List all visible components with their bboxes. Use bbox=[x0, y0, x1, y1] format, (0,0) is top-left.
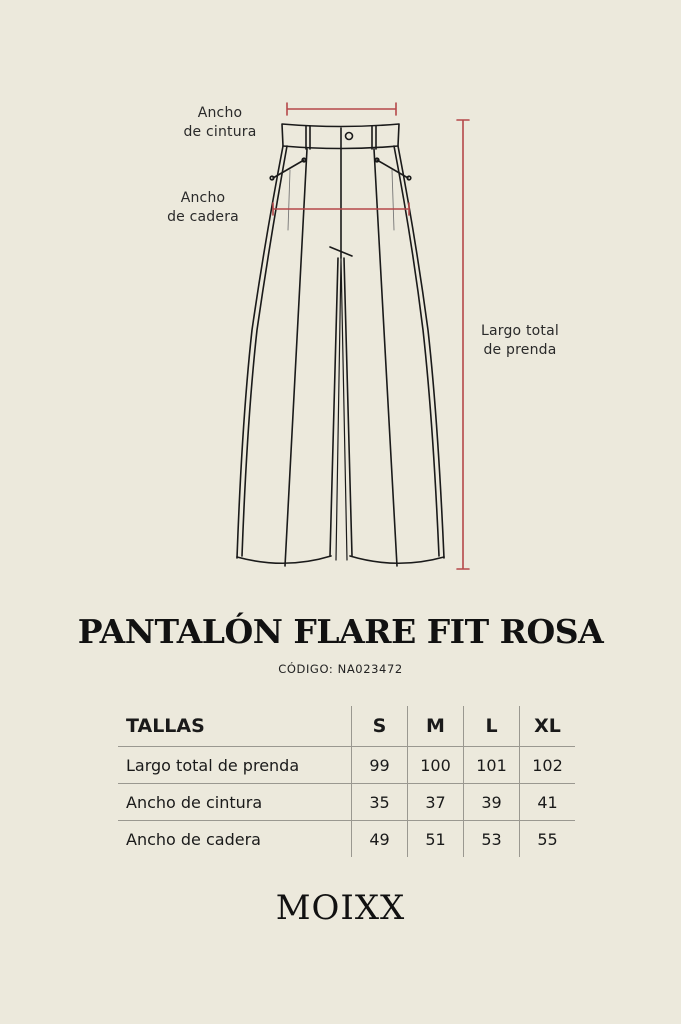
length-label-line1: Largo total bbox=[480, 323, 559, 339]
cell-value: 37 bbox=[408, 784, 464, 821]
length-label bbox=[470, 322, 570, 360]
size-l: L bbox=[464, 706, 520, 747]
hip-label-line1: Ancho bbox=[180, 190, 226, 206]
row-label: Ancho de cintura bbox=[118, 784, 352, 821]
row-label: Ancho de cadera bbox=[126, 829, 261, 849]
length-label-line2: de prenda bbox=[483, 342, 557, 358]
hip-label-line2: de cadera bbox=[167, 209, 239, 225]
size-s: S bbox=[352, 706, 408, 747]
brand-logo: MOIXX bbox=[275, 888, 406, 928]
hip-label bbox=[158, 189, 248, 227]
waist-label-line2: de cintura bbox=[183, 124, 257, 140]
size-xl: XL bbox=[520, 706, 576, 747]
cell-value: 102 bbox=[520, 747, 576, 784]
cell-value: 55 bbox=[520, 821, 576, 858]
row-label: Largo total de prenda bbox=[118, 747, 352, 784]
size-table-header bbox=[118, 706, 575, 747]
product-title: PANTALÓN FLARE FIT ROSA bbox=[77, 612, 604, 651]
cell-value: 49 bbox=[352, 821, 408, 858]
size-m: M bbox=[408, 706, 464, 747]
size-table bbox=[118, 706, 575, 857]
header-label: TALLAS bbox=[118, 706, 352, 747]
cell-value: 51 bbox=[408, 821, 464, 858]
table-row bbox=[118, 747, 575, 784]
cell-value: 39 bbox=[464, 784, 520, 821]
waist-label bbox=[175, 104, 265, 142]
cell-value: 35 bbox=[352, 784, 408, 821]
measurement-lines bbox=[273, 103, 469, 569]
table-row bbox=[118, 821, 575, 858]
cell-value: 100 bbox=[408, 747, 464, 784]
product-code: CÓDIGO: NA023472 bbox=[278, 662, 403, 676]
cell-value: 101 bbox=[464, 747, 520, 784]
waist-label-line1: Ancho bbox=[197, 105, 243, 121]
cell-value: 53 bbox=[464, 821, 520, 858]
cell-value: 99 bbox=[352, 747, 408, 784]
cell-value: 41 bbox=[520, 784, 576, 821]
table-row bbox=[118, 784, 575, 821]
